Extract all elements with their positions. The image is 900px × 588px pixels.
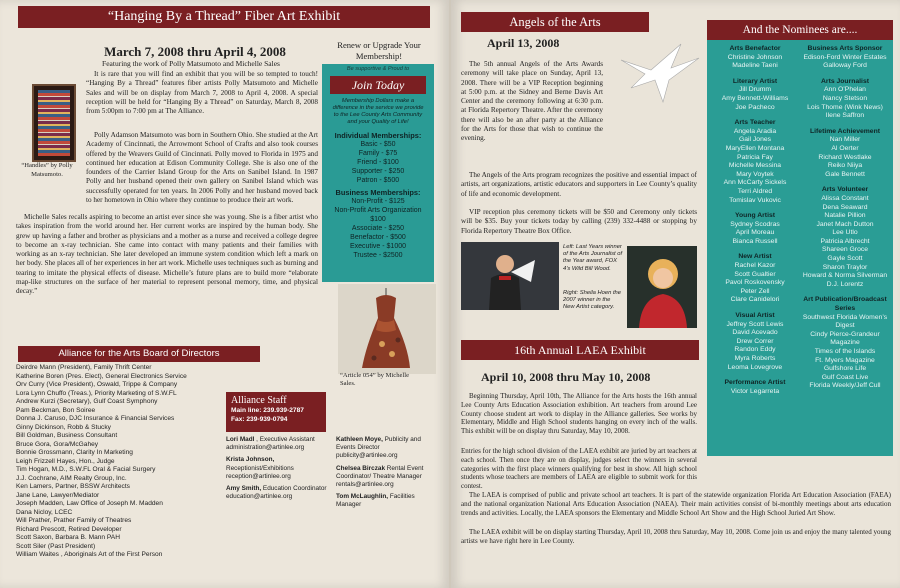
- article-054-caption: “Article 054” by Michelle Sales.: [340, 372, 410, 388]
- staff-name: Chelsea Birczak: [336, 464, 386, 472]
- nominee-category: Literary Artist: [732, 77, 778, 85]
- join-today-box: [322, 64, 434, 282]
- join-blurb: Membership Dollars make a difference in the service we provide to the Lee County Arts Community and your Quality of Life!: [332, 98, 424, 125]
- membership-tier: Executive - $1000: [349, 243, 407, 250]
- board-member: Orv Curry (Vice President), Oswald, Trippe & Company: [16, 381, 178, 388]
- staff-name: Amy Smith,: [226, 485, 262, 493]
- board-member: Scott Siler (Past President): [16, 542, 96, 550]
- staff-entry: [336, 493, 436, 509]
- board-member: Will Prather, Prather Family of Theatres: [16, 517, 132, 524]
- membership-tier: Non-Profit - $125: [351, 198, 405, 205]
- nominee-name: Peter Zell: [740, 287, 770, 295]
- fiber-exhibit-dates: March 7, 2008 thru April 4, 2008: [104, 44, 286, 59]
- nominee-name: Clare Canidelori: [730, 296, 780, 304]
- staff-email-link[interactable]: rentals@artinlee.org: [336, 481, 394, 489]
- membership-tier: Benefactor - $500: [350, 234, 406, 241]
- wild-bill-wood-photo: [461, 242, 559, 310]
- nominee-name: Scott Gualtier: [734, 270, 776, 278]
- photo-caption-left: Left: Last Years winner of the Arts Journalist of the Year award, FOX 4’s Wild Bill Wood.: [563, 244, 623, 272]
- nominee-category: Performance Artist: [724, 379, 786, 387]
- nominee-name: Michelle Messina: [728, 162, 782, 170]
- photo-caption-right: Right: Sheila Hoen the 2007 winner in the New Artist category.: [563, 290, 622, 311]
- board-member: J.J. Cochrane, AIM Realty Group, Inc.: [16, 474, 127, 482]
- nominee-name: Gulf Coast Live: [821, 373, 869, 381]
- board-member: Scott Saxon, Barbara B. Mann PAH: [16, 534, 120, 541]
- staff-entry: [336, 436, 436, 461]
- nominees-column-1: [709, 42, 801, 400]
- fiber-para-2: Polly Adamson Matsumoto was born in Southern Ohio. She studied at the Art Academy of Cincinnati, the Arrowmont School of Crafts and also took courses offered by the Weavers Guild of Cincinnati. Polly moved to Florida in 1975 and continued her education at Edison Community College. She is also one of the founders of the Carrier Island Group for the Arts on Sanibel Island. In 1987 Polly and her husband opened their own gallery on Sanibel Island which was successfully operated for ten years. In 2006 Polly and her husband moved back to her hometown in Ohio where they continue to produce their art work.: [86, 131, 318, 205]
- nominee-name: Gayle Scott: [827, 255, 863, 263]
- nominee-name: Patricia Albrecht: [820, 237, 870, 245]
- membership-tier: Trustee - $2500: [353, 252, 403, 259]
- nominee-name: Natalie Pillion: [824, 212, 866, 220]
- staff-email-link[interactable]: publicity@artinlee.org: [336, 452, 398, 460]
- right-page: [451, 0, 900, 588]
- nominee-name: Gail Jones: [738, 136, 772, 144]
- staff-email-link[interactable]: reception@artinlee.org: [226, 472, 291, 480]
- nominee-name: Richard Westlake: [818, 153, 872, 161]
- board-member: Bruce Gora, Gora/McGahey: [16, 440, 99, 448]
- handles-caption: “Handles” by Polly Matsumoto.: [21, 162, 73, 178]
- nominee-name: Cindy Pierce-Grandeur Magazine: [810, 330, 880, 347]
- article-054-image: [338, 284, 436, 374]
- left-page: [0, 0, 449, 588]
- staff-role: Publicity and Events Director: [336, 436, 421, 452]
- fiber-para-3: Michelle Sales recalls aspiring to become an artist ever since she was young. She is a fiber artist who takes inspiration from the world around her. Her current works are inspired by the human body. She grew up having a father and brother as physicians and a mother as a nurse and received a college degree to become an x-ray technician. She came into contact with many patients and their families with working as an x-ray technician. She later developed an immune system condition which left a mark on her body. She places all of her experiences in her art work. Michelle uses techniques such as burning and tearing to imitate the physical effects of disease. Michelle’s future plans are to build more “elaborate map-like structures on the surface of her material to represent personal memory, time, and physical decay.”: [16, 213, 318, 296]
- board-member: Joseph Madden, Law Office of Joseph M. Madden: [16, 500, 163, 507]
- renew-heading: Renew or Upgrade Your Membership!: [337, 40, 421, 61]
- membership-tier: $100: [370, 216, 386, 223]
- staff-column-2: [336, 436, 436, 514]
- business-memberships-heading: Business Memberships:: [335, 188, 421, 197]
- nominee-name: Edison-Ford Winter Estates: [803, 53, 887, 61]
- staff-role: Education Coordinator: [261, 485, 327, 493]
- staff-email-link[interactable]: education@artinlee.org: [226, 493, 293, 501]
- nominee-name: Amy Bennett-Williams: [721, 94, 789, 102]
- fiber-para-2-tail: [16, 177, 318, 197]
- board-member: Dana Nicloy, LCEC: [16, 508, 73, 516]
- staff-column-1: [226, 436, 332, 505]
- board-member: Lora Lynn Chuffo (Treas.), Priority Marketing of S.W.FL: [16, 389, 177, 397]
- nominee-name: Madeline Taeni: [732, 62, 778, 70]
- nominee-name: MaryEllen Montana: [725, 144, 785, 152]
- nominee-name: Mary Voytek: [736, 170, 774, 178]
- join-today-title: Join Today: [330, 76, 426, 94]
- handles-artwork-image: [32, 84, 76, 162]
- staff-role: Rental Event Coordinator/ Theatre Manager: [336, 464, 424, 480]
- nominee-name: Gulfshore Life: [823, 365, 867, 373]
- nominee-category: Art Publication/Broadcast Series: [803, 296, 887, 313]
- nominee-name: Pavol Roskovensky: [725, 279, 785, 287]
- board-member: Andrew Kurzi (Secretary), Gulf Coast Symphony: [16, 398, 158, 405]
- nominee-name: Leoma Lovegrove: [727, 363, 783, 371]
- staff-role: Receptionist/Exhibitions: [226, 464, 294, 472]
- board-member: Deirdre Mann (President), Family Thrift Center: [16, 364, 152, 371]
- board-member: Leigh Frizzell Hayes, Hon., Judge: [16, 457, 115, 465]
- nominee-name: David Acevado: [732, 329, 778, 337]
- nominee-name: Galloway Ford: [823, 62, 867, 70]
- nominee-name: Nan Miller: [829, 136, 861, 144]
- board-member: Jane Lane, Lawyer/Mediator: [16, 491, 100, 499]
- angels-para-3: VIP reception plus ceremony tickets will be $50 and Ceremony only tickets will be $35. Buy your tickets today by calling (239) 332-4488 or stopping by Florida Repertory Theatre Box Office.: [461, 208, 697, 235]
- nominee-name: Sydney Scodras: [730, 220, 780, 228]
- nominee-name: Ann O’Phelan: [824, 86, 866, 94]
- fiber-para-1: It is rare that you will find an exhibit that you will be so tempted to touch! “Hanging By a Thread” features fiber artists Polly Matsumoto and Michelle Sales and will be on display from March 7, 2008 to April 4, 2008. A special reception will be held for “Hanging By a Thread” on Saturday, March 8, 2008 from 5:00pm to 7:00 pm at The Alliance.: [86, 70, 318, 116]
- board-banner: Alliance for the Arts Board of Directors: [18, 346, 260, 362]
- fiber-exhibit-subtitle: Featuring the work of Polly Matsumoto and Michelle Sales: [102, 59, 280, 68]
- nominee-name: Myra Roberts: [734, 355, 776, 362]
- staff-entry: [336, 465, 436, 490]
- nominee-name: Florida Weekly/Jeff Cull: [809, 382, 881, 390]
- nominee-name: Christine Johnson: [727, 53, 783, 61]
- nominee-name: Jill Drumm: [738, 86, 772, 94]
- nominee-category: Arts Journalist: [821, 77, 869, 85]
- nominee-name: Ft. Myers Magazine: [815, 356, 875, 364]
- staff-fax: Fax: 239-939-0794: [231, 415, 288, 423]
- laea-para-3: The LAEA is comprised of public and private school art teachers. It is part of the statewide organization Florida Art Education Association (FAEA) and the national organization National Arts Education Association (NAEA). Their main activities consist of bi-monthly meetings about arts education trends and activities. Locally, the LAEA sponsors the Elementary and Middle School Art Show and the High School Juried Art Show.: [461, 491, 891, 517]
- board-member: Katherine Boren (Pres. Elect), General Electronics Service: [16, 372, 187, 380]
- nominee-name: Joe Pacheco: [735, 103, 775, 111]
- staff-entry: [226, 436, 332, 452]
- angels-para-2: The Angels of the Arts program recognizes the positive and essential impact of artists, art organizations, artistic educators and supporters in Lee County’s quality of life and economic development.: [461, 171, 697, 198]
- board-member: Tim Hogan, M.D., S.W.FL Oral & Facial Surgery: [16, 466, 156, 473]
- membership-tier: Basic - $50: [360, 141, 396, 148]
- nominees-column-2: [799, 42, 891, 395]
- nominee-name: Ilene Saffron: [825, 112, 865, 120]
- laea-para-1: Beginning Thursday, April 10th, The Alliance for the Arts hosts the 16th annual Lee County Arts Education Association exhibition. Art teachers from around Lee County choose student art work to display in the Alliance galleries. See works by Elementary, Middle and High School students hanging on every inch of the walls. This exhibit will be on display thru Saturday, May 10, 2008.: [461, 392, 697, 436]
- nominee-category: Arts Teacher: [734, 119, 776, 127]
- nominee-category: New Artist: [738, 253, 772, 261]
- nominee-name: Patricia Fay: [737, 153, 773, 161]
- nominee-name: Bianca Russell: [732, 237, 778, 245]
- nominee-name: April Moreau: [735, 229, 775, 237]
- board-member: Donna J. Caruso, DJC Insurance & Financial Services: [16, 415, 175, 422]
- nominee-name: Southwest Florida Women’s Digest: [802, 313, 888, 330]
- angels-date: April 13, 2008: [487, 36, 560, 50]
- board-member: Richard Prescott, Retired Developer: [16, 525, 122, 533]
- angels-logo-image: [611, 40, 703, 106]
- nominee-category: Lifetime Achievement: [809, 127, 880, 135]
- staff-main-line: Main line: 239.939-2787: [231, 407, 304, 414]
- staff-name: Tom McLaughlin,: [336, 493, 389, 501]
- laea-banner: 16th Annual LAEA Exhibit: [461, 340, 699, 360]
- fiber-exhibit-banner: “Hanging By a Thread” Fiber Art Exhibit: [18, 6, 430, 28]
- nominee-name: Nancy Stetson: [822, 94, 868, 102]
- nominee-name: Al Oerter: [831, 144, 859, 152]
- nominee-name: Jeffrey Scott Lewis: [726, 320, 784, 328]
- nominee-name: Ann McCarty Sickels: [723, 179, 787, 187]
- nominee-name: Lois Thome (Wink News): [807, 103, 883, 111]
- nominee-name: Victor Legarreta: [730, 387, 780, 395]
- board-member: Ken Lamers, Partner, BSSW Architects: [16, 483, 130, 490]
- nominee-name: Janet Mach Dutton: [816, 220, 874, 228]
- nominee-name: Angela Aradia: [733, 127, 777, 135]
- nominee-name: Reiko Niiya: [827, 162, 863, 170]
- nominee-name: Randon Eddy: [734, 346, 776, 354]
- membership-tier: Friend - $100: [357, 159, 399, 166]
- sheila-hoen-photo: [627, 246, 697, 328]
- board-member: Pam Beckman, Bon Soiree: [16, 406, 96, 414]
- nominee-name: Shareen Groce: [821, 246, 869, 254]
- nominee-name: Times of the Islands: [814, 348, 876, 355]
- laea-para-2: Entries for the high school division of the LAEA exhibit are juried by art teachers at each school. Then once they are on display, judges select the winners in several categories with the first place winners qualifying for best in show. All high school students whose teachers are members of LAEA are eligible to submit work for this contest.: [461, 447, 697, 491]
- join-small-text: Be supportive & Proud to: [346, 66, 410, 72]
- nominee-category: Visual Artist: [735, 312, 775, 320]
- staff-entry: [226, 485, 332, 501]
- nominee-category: Arts Benefactor: [729, 45, 781, 52]
- board-member: Bonnie Grossmann, Clarity In Marketing: [16, 449, 133, 456]
- nominee-name: Sharon Traylor: [822, 263, 868, 271]
- membership-tier: Supporter - $250: [351, 168, 405, 175]
- staff-name: Lori Madl: [226, 436, 255, 443]
- nominee-name: D.J. Lorentz: [826, 280, 864, 288]
- nominee-name: Alissa Constant: [821, 194, 869, 202]
- staff-title: Alliance Staff: [231, 395, 287, 406]
- nominee-category: Young Artist: [734, 212, 776, 220]
- nominee-name: Gale Bennett: [825, 170, 865, 178]
- laea-para-4: The LAEA exhibit will be on display starting Thursday, April 10, 2008 thru Saturday, May 10, 2008. Come join us and enjoy the many talented young artists we have right here in Lee County.: [461, 528, 891, 545]
- membership-tier: Associate - $250: [351, 225, 405, 232]
- staff-role: , Executive Assistant: [254, 436, 315, 443]
- nominee-name: Drew Correr: [736, 337, 774, 345]
- nominee-category: Arts Volunteer: [821, 186, 869, 194]
- nominee-name: Dena Seaward: [822, 203, 868, 211]
- nominee-name: Lee Utlo: [832, 229, 858, 237]
- nominee-name: Rachel Kazor: [734, 262, 776, 270]
- staff-entry: [226, 456, 332, 481]
- staff-email-link[interactable]: administration@artinlee.org: [226, 444, 305, 452]
- staff-header-box: [226, 392, 326, 432]
- staff-name: Kathleen Moye,: [336, 436, 383, 443]
- nominee-category: Business Arts Sponsor: [807, 45, 883, 52]
- board-member: Ginny Dickinson, Robb & Stucky: [16, 423, 111, 431]
- nominee-name: Terri Aldred: [737, 187, 773, 195]
- board-member: William Waites , Aboriginals Art of the First Person: [16, 551, 163, 558]
- board-list: [16, 364, 231, 560]
- individual-memberships-heading: Individual Memberships:: [334, 131, 422, 140]
- membership-tier: Non-Profit Arts Organization: [334, 207, 422, 214]
- staff-name: Krista Johnson,: [226, 456, 275, 464]
- staff-role: Facilities Manager: [336, 493, 415, 509]
- laea-date: April 10, 2008 thru May 10, 2008: [481, 370, 651, 384]
- nominees-banner: And the Nominees are....: [707, 20, 893, 40]
- membership-tier: Patron - $500: [356, 177, 400, 184]
- board-member: Bill Goldman, Business Consultant: [16, 432, 118, 439]
- membership-tier: Family - $75: [358, 150, 398, 157]
- nominee-name: Howard & Norma Silverman: [802, 272, 888, 280]
- angels-banner: Angels of the Arts: [461, 12, 649, 32]
- angels-para-1: The 5th annual Angels of the Arts Awards ceremony will take place on Sunday, April 13, 2008. There will be a VIP Reception beginning at 5:00 p.m. at the Sidney and Berne Davis Art Center and the ceremony following at 6:30 p.m. at Florida Repertory Theatre. After the ceremony there will also be an after party at the Alliance for the Arts for those that wish to continue the evening.: [461, 60, 603, 143]
- nominee-name: Tomislav Vukovic: [729, 196, 781, 204]
